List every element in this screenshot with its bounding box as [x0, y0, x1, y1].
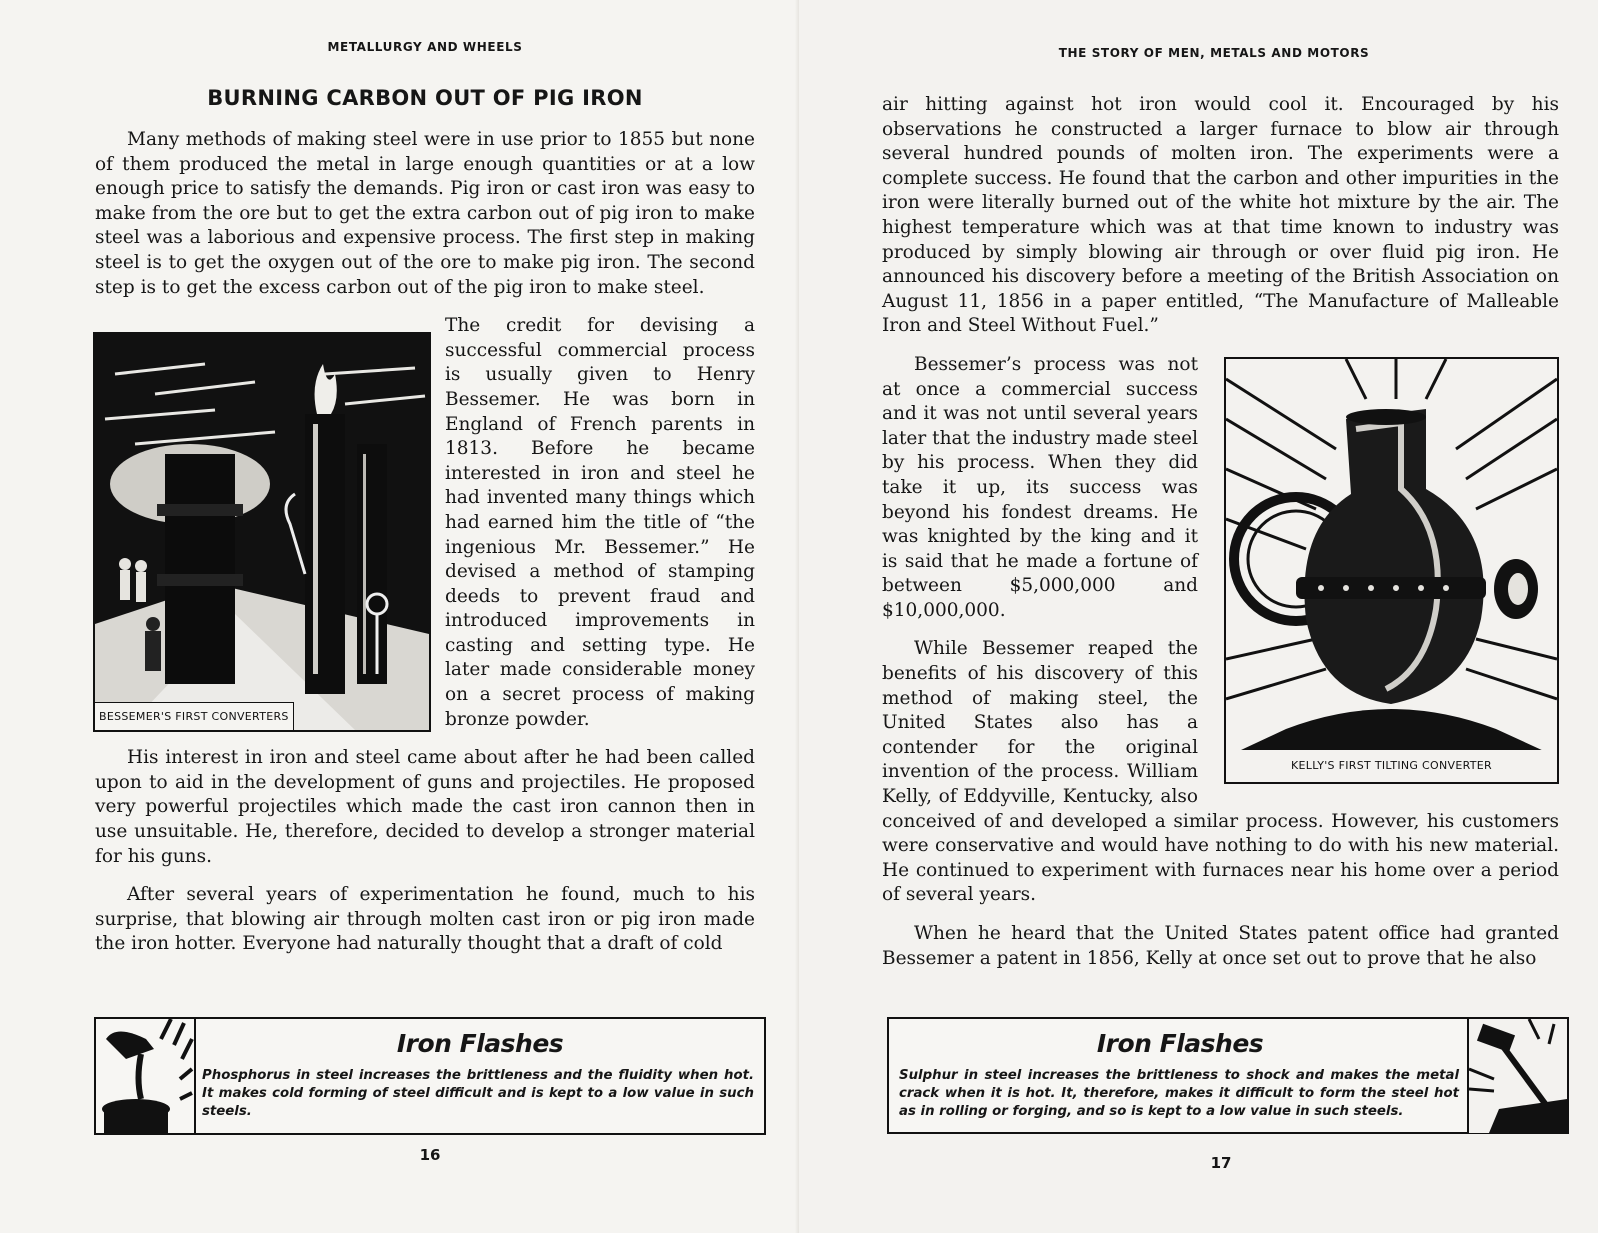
flash-title: Iron Flashes — [396, 1029, 564, 1058]
section-title: BURNING CARBON OUT OF PIG IRON — [207, 86, 643, 110]
paragraph: After several years of experimentation he found, much to his surprise, that blowing air through molten cast iron or pig iron made the iron hotter. Everyone had naturally thought that a draft of cold — [95, 884, 755, 955]
ladle-icon — [96, 1019, 194, 1133]
pouring-ladle-illustration — [96, 1019, 196, 1133]
paragraph: Many methods of making steel were in use prior to 1855 but none of them produced the metal in large enough quantities or at a low enough price to satisfy the demands. Pig iron or cast iron was easy to make from the ore but to get the extra carbon out of pig iron to make steel was a laborious and expensive process. The first step in making steel is to get the oxygen out of the ore to make pig iron. The second step is to get the excess carbon out of the pig iron to make steel. — [95, 129, 755, 298]
converters-drawing — [95, 334, 429, 730]
paragraph: Bessemer’s process was not at once a commercial success and it was not until several years later that the industry made steel by his process. When they did take it up, its success was beyond his fondest dreams. He was knighted by the king and it is said that he made a fortune of between $5,000,000 and $10,000,000. — [882, 353, 1198, 621]
figure-caption: KELLY'S FIRST TILTING CONVERTER — [1226, 750, 1557, 782]
right-text-column — [882, 93, 1559, 985]
paragraph: The credit for devising a successful commercial process is usually given to Henry Bessemer. He was born in England of French parents in 1813. Before he became interested in iron and steel he had invented many things which had earned him the title of “the ingenious Mr. Bessemer.” He devised a method of stamping deeds to prevent fraud and introduced improvements in casting and setting type. He later made considerable money on a secret process of making bronze powder. — [445, 315, 755, 730]
left-text-column — [95, 128, 755, 971]
right-page — [799, 0, 1598, 1233]
paragraph: When he heard that the United States patent office had granted Bessemer a patent in 1856, Kelly at once set out to prove that he also — [882, 923, 1559, 969]
paragraph: While Bessemer reaped the benefits of his discovery of this method of making steel, the United States also has a contender for the original invention of the process. William Kelly, of Eddyville, Kentucky, also conceived of and developed a similar process. However, his customers were conservative and would have nothing to do with his new material. He continued to experiment with furnaces near his home over a period of several years. — [882, 638, 1559, 906]
paragraph: His interest in iron and steel came about after he had been called upon to aid in the development of guns and projectiles. He proposed very powerful projectiles which made the cast iron cannon then in use unsuitable. He, therefore, decided to develop a stronger material for his guns. — [95, 747, 755, 867]
kelly-converter-illustration — [1224, 357, 1559, 784]
flash-text: Sulphur in steel increases the brittleness to shock and makes the metal crack when it is hot. It, therefore, makes it difficult to form the steel hot as in rolling or forging, and so is kept to a low value in such steels. — [899, 1068, 1459, 1119]
hammer-anvil-illustration — [1467, 1019, 1567, 1133]
page-number: 16 — [419, 1146, 441, 1164]
page-number: 17 — [1210, 1154, 1232, 1172]
running-head: METALLURGY AND WHEELS — [327, 40, 523, 54]
bessemer-converters-illustration — [93, 332, 431, 732]
paragraph: air hitting against hot iron would cool it. Encouraged by his observations he constructed a larger furnace to blow air through several hundred pounds of molten iron. The experiments were a complete success. He found that the carbon and other impurities in the iron were literally burned out of the white hot mixture by the air. The highest temperature which was at that time known to industry was produced by simply blowing air through or over fluid pig iron. He announced his discovery before a meeting of the British Association on August 11, 1856 in a paper entitled, “The Manufacture of Malleable Iron and Steel Without Fuel.” — [882, 94, 1559, 337]
flash-title: Iron Flashes — [1096, 1029, 1264, 1058]
iron-flashes-box — [887, 1017, 1569, 1134]
iron-flashes-box — [94, 1017, 766, 1135]
figure-caption: BESSEMER'S FIRST CONVERTERS — [95, 702, 294, 731]
hammer-icon — [1469, 1019, 1567, 1133]
tilting-converter-drawing — [1226, 359, 1557, 757]
running-head: THE STORY OF MEN, METALS AND MOTORS — [1058, 46, 1370, 60]
flash-text: Phosphorus in steel increases the brittleness and the fluidity when hot. It makes cold forming of steel difficult and is kept to a low value in such steels. — [202, 1068, 754, 1119]
